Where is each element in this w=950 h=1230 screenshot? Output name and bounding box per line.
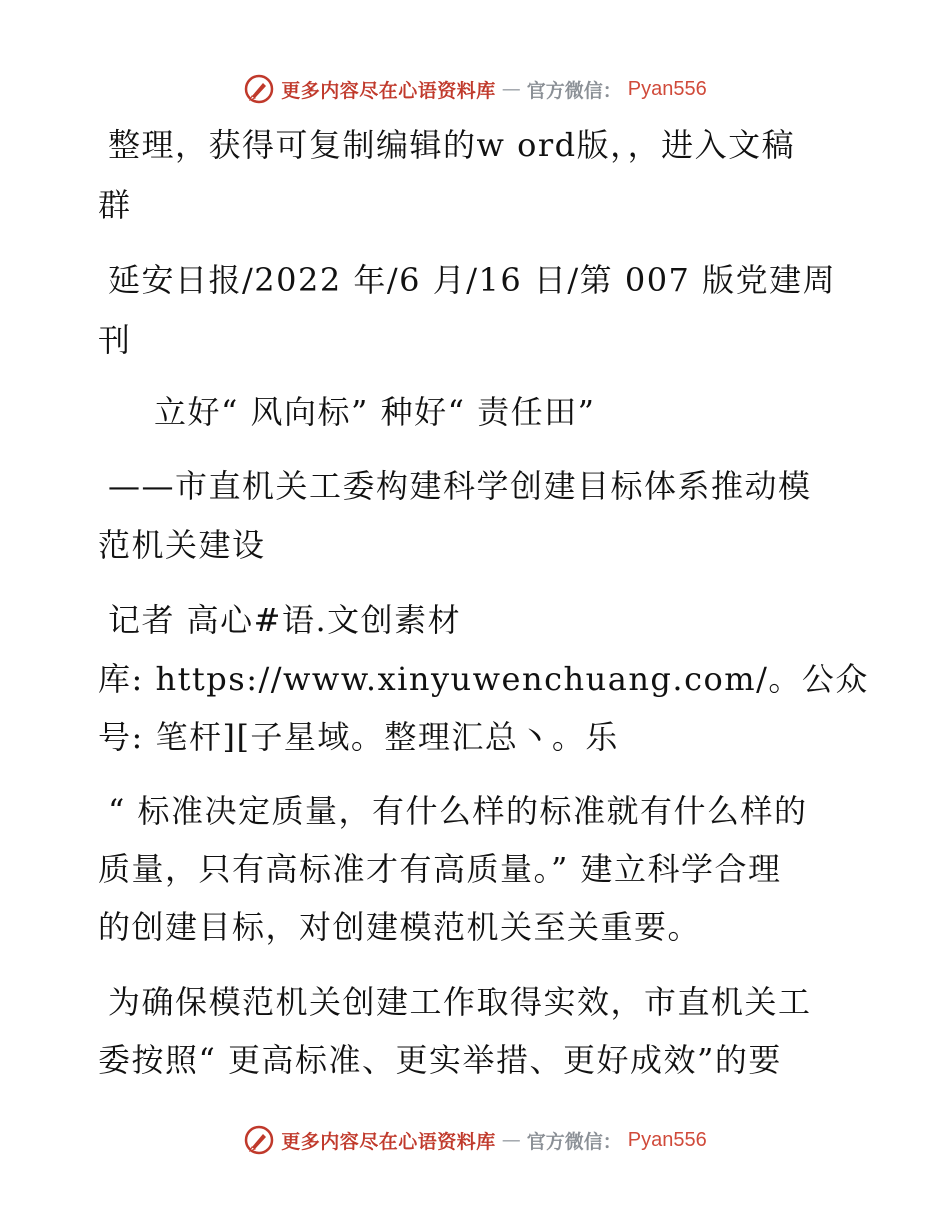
watermark-wechat-id: Pyan556: [627, 1128, 707, 1151]
watermark-dash: —: [501, 1129, 521, 1151]
doc-line: 刊: [98, 321, 132, 359]
paragraph-line: “ 标准决定质量，有什么样的标准就有什么样的: [108, 792, 808, 830]
article-subtitle: ——市直机关工委构建科学创建目标体系推动模: [108, 467, 812, 505]
doc-line: 整理，获得可复制编辑的w ord版，，进入文稿: [108, 126, 796, 164]
footer-watermark-banner: [0, 1123, 950, 1157]
watermark-wechat-id: Pyan556: [627, 77, 707, 100]
watermark-promo-text: 更多内容尽在心语资料库: [281, 1130, 496, 1153]
paragraph-line: 的创建目标，对创建模范机关至关重要。: [98, 908, 702, 946]
watermark-dash: —: [501, 78, 521, 100]
doc-line: 号: 笔杆][子星域。整理汇总丶。乐: [98, 718, 619, 756]
watermark-promo-text: 更多内容尽在心语资料库: [281, 79, 496, 102]
watermark-label: 官方微信：: [526, 1130, 622, 1153]
header-watermark-banner: [0, 72, 950, 106]
paragraph-line: 委按照“ 更高标准、更实举措、更好成效”的要: [98, 1041, 782, 1079]
doc-line: 群: [98, 186, 132, 224]
doc-line: 库: https://www.xinyuwenchuang.com/。公众: [98, 660, 869, 698]
paragraph-line: 质量，只有高标准才有高质量。” 建立科学合理: [98, 850, 782, 888]
doc-line: 延安日报/2022 年/6 月/16 日/第 007 版党建周: [108, 261, 837, 299]
paragraph-line: 为确保模范机关创建工作取得实效，市直机关工: [108, 983, 812, 1021]
pen-logo-icon: [243, 1124, 275, 1156]
watermark-label: 官方微信：: [526, 79, 622, 102]
byline: 记者 高心#语.文创素材: [108, 601, 462, 639]
article-title: 立好“ 风向标” 种好“ 责任田”: [154, 393, 596, 431]
article-subtitle: 范机关建设: [98, 526, 266, 564]
pen-logo-icon: [243, 73, 275, 105]
